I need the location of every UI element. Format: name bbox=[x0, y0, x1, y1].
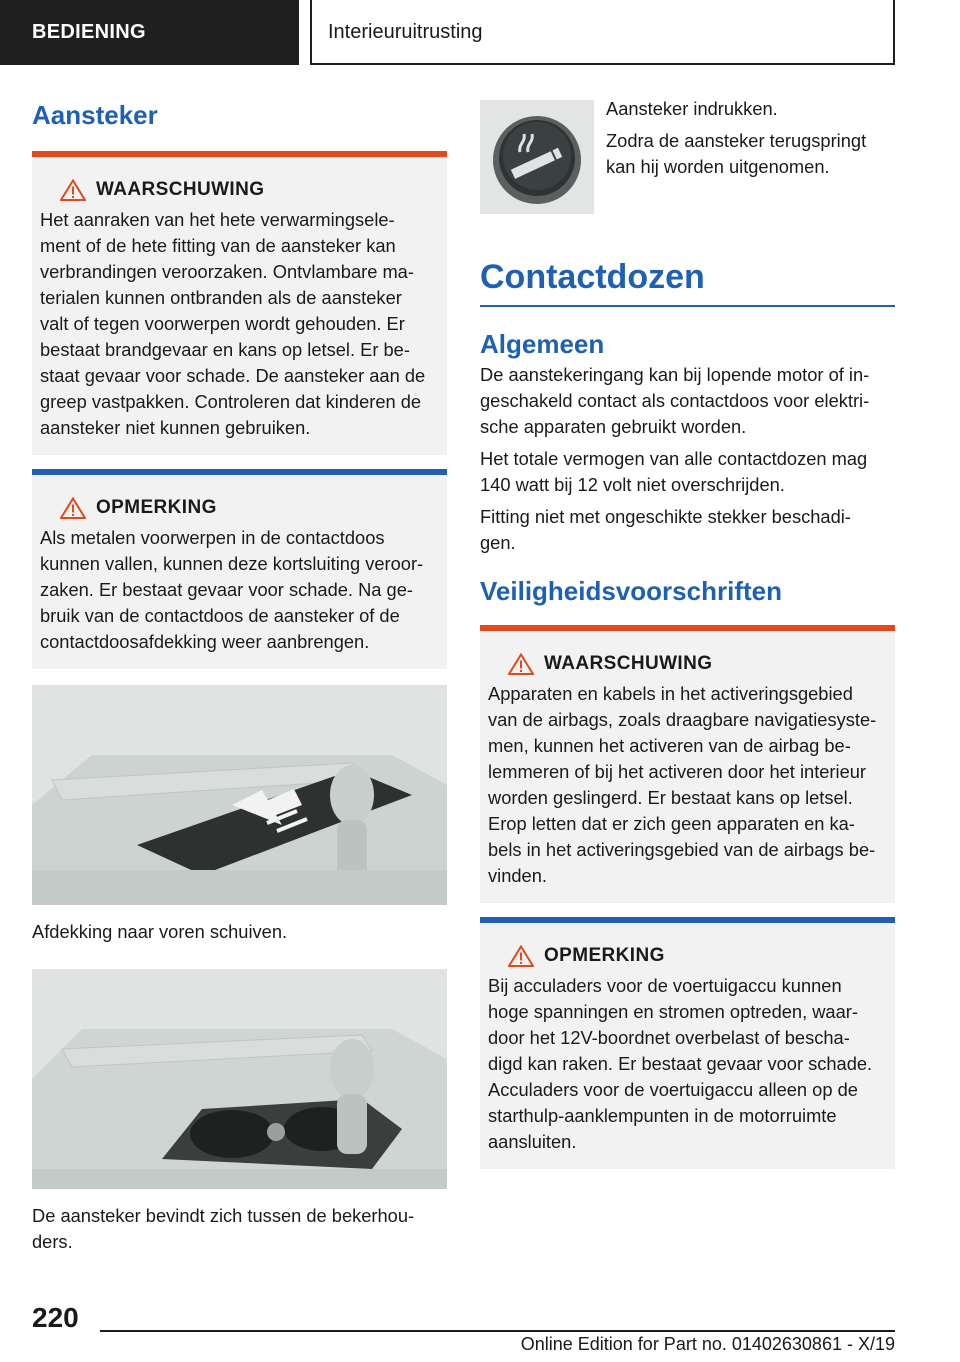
photo-console-cover bbox=[32, 685, 447, 905]
general-paragraph-2: Het totale vermogen van alle contactdozen mag 140 watt bij 12 volt niet overschrijden. bbox=[480, 448, 868, 495]
warning-text: Apparaten en kabels in het activeringsgebied van de airbags, zoals draagbare navigatiesyste- men, kunnen het activeren van de airbag be- lemmeren of bij het activeren door het interieur worden geslingerd. Er bestaat kans op letsel. Erop letten dat er zich geen apparaten en ka- bels in het activeringsgebied van de airbags be- vinden. bbox=[488, 683, 877, 886]
heading-algemeen: Algemeen bbox=[480, 329, 605, 359]
section-title-aansteker: Aansteker bbox=[32, 100, 158, 130]
note-label: OPMERKING bbox=[544, 945, 665, 966]
warning-text: Het aanraken van het hete verwarmingsele- ment of de hete fitting van de aansteker kan verbrandingen veroorzaken. Ontvlambare ma- terialen kunnen ontbranden als de aansteker valt of tegen voorwerpen wordt gehouden. Er bestaat brandgevaar en kans op letsel. Er be- staat gevaar voor schade. De aansteker aan de greep vastpakken. Controleren dat kinderen de aansteker niet kunnen gebruiken. bbox=[40, 209, 426, 438]
caption-cupholders: De aansteker bevindt zich tussen de bekerhou- ders. bbox=[32, 1205, 415, 1252]
general-paragraph-1: De aanstekeringang kan bij lopende motor of in- geschakeld contact als contactdoos voor elektri- sche apparaten gebruikt worden. bbox=[480, 364, 870, 437]
warning-triangle-icon bbox=[60, 179, 86, 201]
lighter-step-2: Zodra de aansteker terugspringt bbox=[606, 130, 867, 151]
lighter-icon bbox=[480, 100, 594, 214]
warning-box-lighter bbox=[32, 151, 447, 455]
lighter-image bbox=[480, 100, 594, 214]
warning-header bbox=[60, 179, 439, 201]
note-box-charger bbox=[480, 917, 895, 1169]
note-text: Bij acculaders voor de voertuigaccu kunnen hoge spanningen en stromen optreden, waar- door het 12V-boordnet overbelast of bescha- digd kan raken. Er bestaat gevaar voor schade. Acculaders voor de voertuigaccu alleen op de starthulp-aanklempunten in de motorruimte aansluiten. bbox=[488, 975, 873, 1152]
note-header bbox=[508, 945, 887, 967]
warning-triangle-icon bbox=[60, 497, 86, 519]
heading-veiligheidsvoorschriften: Veiligheidsvoorschriften bbox=[480, 576, 782, 606]
page-number: 220 bbox=[32, 1302, 79, 1333]
lighter-instruction bbox=[480, 100, 895, 214]
heading-contactdozen: Contactdozen bbox=[480, 258, 895, 307]
warning-box-airbag bbox=[480, 625, 895, 903]
right-column bbox=[480, 100, 895, 1169]
warning-header bbox=[508, 653, 887, 675]
footer-edition: Online Edition for Part no. 01402630861 - X/19 bbox=[520, 1334, 895, 1354]
note-header bbox=[60, 497, 439, 519]
footer-divider bbox=[100, 1330, 895, 1332]
note-box-socket bbox=[32, 469, 447, 669]
lighter-step-3: kan hij worden uitgenomen. bbox=[606, 156, 830, 177]
warning-label: WAARSCHUWING bbox=[544, 653, 713, 674]
lighter-step-1: Aansteker indrukken. bbox=[606, 98, 778, 119]
header-chapter-label: Interieuruitrusting bbox=[310, 0, 895, 65]
caption-cover: Afdekking naar voren schuiven. bbox=[32, 921, 288, 942]
note-text: Als metalen voorwerpen in de contactdoos kunnen vallen, kunnen deze kortsluiting veroor- zaken. Er bestaat gevaar voor schade. Na ge- bruik van de contactdoos de aansteker of de contactdoosafdekking weer aanbrengen. bbox=[40, 527, 424, 652]
general-paragraph-3: Fitting niet met ongeschikte stekker beschadi- gen. bbox=[480, 506, 851, 553]
photo-cupholders bbox=[32, 969, 447, 1189]
warning-triangle-icon bbox=[508, 653, 534, 675]
warning-label: WAARSCHUWING bbox=[96, 179, 265, 200]
header-section-label: BEDIENING bbox=[0, 0, 299, 65]
left-column bbox=[32, 100, 447, 1255]
note-label: OPMERKING bbox=[96, 497, 217, 518]
warning-triangle-icon bbox=[508, 945, 534, 967]
